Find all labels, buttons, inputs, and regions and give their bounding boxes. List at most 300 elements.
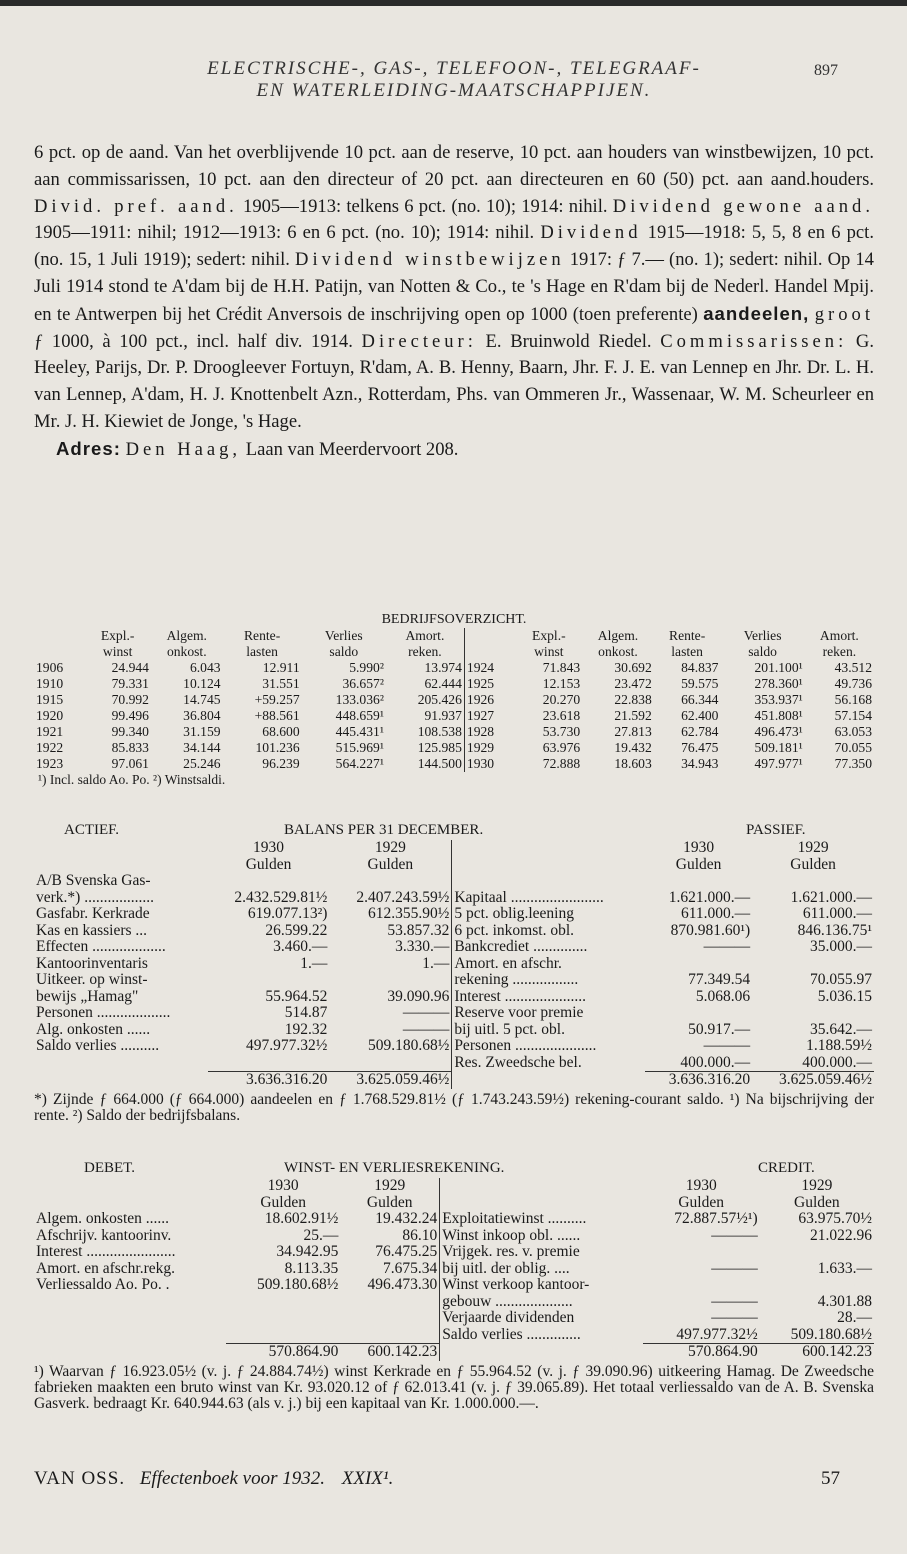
winst-row bbox=[34, 1310, 874, 1327]
balans-amount bbox=[752, 873, 874, 890]
bedrijf-column-header: lasten bbox=[246, 644, 278, 659]
bedrijf-value: 62.444 bbox=[424, 676, 462, 691]
balans-row bbox=[34, 890, 874, 907]
winst-amount: 63.975.70½ bbox=[798, 1210, 872, 1227]
balans-amount: 26.599.22 bbox=[265, 921, 328, 939]
bedrijf-value: 34.943 bbox=[681, 756, 719, 771]
bedrijf-year: 1928 bbox=[464, 724, 515, 740]
winst-row bbox=[34, 1277, 874, 1294]
footer-volume: XXIX¹. bbox=[341, 1468, 394, 1489]
balans-row bbox=[34, 1038, 874, 1055]
balans-row bbox=[34, 972, 874, 989]
footer-page-number: 57 bbox=[821, 1468, 840, 1489]
balans-amount: 1.621.000.— bbox=[668, 888, 751, 906]
div-gew-label: Dividend gewone aand. bbox=[612, 195, 874, 217]
winst-col-header: Gulden bbox=[678, 1193, 724, 1211]
winst-item: Interest ....................... bbox=[36, 1243, 176, 1260]
blank bbox=[34, 1195, 226, 1212]
winst-amount: 1.633.— bbox=[817, 1259, 872, 1277]
bedrijf-column-header: saldo bbox=[329, 644, 359, 659]
bedrijf-year: 1924 bbox=[464, 660, 515, 676]
winst-year-header bbox=[34, 1195, 874, 1212]
winst-item: Winst inkoop obl. ...... bbox=[440, 1228, 643, 1245]
blank bbox=[34, 1072, 208, 1089]
bedrijf-value: 205.426 bbox=[417, 692, 462, 707]
winst-amount bbox=[340, 1327, 439, 1344]
winst-amount bbox=[340, 1310, 439, 1327]
balans-item: 6 pct. inkomst. obl. bbox=[452, 923, 645, 940]
balans-amount: 509.180.68½ bbox=[367, 1037, 450, 1054]
company-text bbox=[34, 140, 874, 464]
bedrijf-value: 57.154 bbox=[834, 708, 872, 723]
balans-amount: 55.964.52 bbox=[265, 987, 328, 1005]
balans-amount: ——— bbox=[703, 938, 751, 955]
balans-row bbox=[34, 1005, 874, 1022]
bedrijf-value: 21.592 bbox=[614, 708, 652, 723]
running-header bbox=[34, 58, 874, 102]
bedrijf-value: 70.992 bbox=[111, 692, 149, 707]
winst-item: bij uitl. der oblig. .... bbox=[440, 1261, 643, 1278]
winst-amount: 7.675.34 bbox=[382, 1259, 438, 1277]
bedrijf-header-blank bbox=[34, 644, 84, 660]
balans-amount: ——— bbox=[402, 1004, 450, 1021]
winst-row bbox=[34, 1211, 874, 1228]
balans-amount: 70.055.97 bbox=[810, 971, 872, 988]
aandeelen-text: ƒ 1000, à 100 pct., incl. half div. 1914. bbox=[34, 330, 353, 352]
header-line-2: EN WATERLEIDING-MAATSCHAPPIJEN. bbox=[256, 80, 652, 101]
winst-amount bbox=[760, 1244, 874, 1261]
winst-amount: 76.475.25 bbox=[375, 1243, 438, 1260]
bedrijf-value: +88.561 bbox=[254, 708, 300, 723]
bedrijf-header-blank bbox=[464, 628, 515, 644]
bedrijf-value: 31.551 bbox=[262, 676, 300, 691]
bedrijf-value: 278.360¹ bbox=[754, 676, 803, 691]
winst-amount bbox=[760, 1277, 874, 1294]
bedrijf-value: 201.100¹ bbox=[754, 660, 803, 675]
winst-item: Amort. en afschr.rekg. bbox=[36, 1259, 176, 1277]
balans-amount bbox=[645, 873, 752, 890]
winst-title: WINST- EN VERLIESREKENING. bbox=[284, 1160, 505, 1176]
winst-total: 570.864.90 bbox=[226, 1344, 340, 1361]
balans-item: Saldo verlies .......... bbox=[36, 1037, 160, 1054]
adres-city: Den Haag, bbox=[125, 438, 242, 460]
balans-item: bewijs „Hamag" bbox=[36, 987, 139, 1005]
balans-row bbox=[34, 923, 874, 940]
balans-table bbox=[34, 840, 874, 1089]
bedrijf-column-header: Expl.- bbox=[100, 628, 135, 643]
balans-item: bij uitl. 5 pct. obl. bbox=[452, 1022, 645, 1039]
bedrijf-value: 36.657² bbox=[342, 676, 384, 691]
bedrijf-value: 144.500 bbox=[417, 756, 462, 771]
balans-amount bbox=[752, 956, 874, 973]
winst-item: Afschrijv. kantoorinv. bbox=[36, 1226, 172, 1244]
balans-amount bbox=[329, 1055, 451, 1072]
bedrijf-value: 34.144 bbox=[183, 740, 221, 755]
balans-item: Gasfabr. Kerkrade bbox=[36, 905, 150, 922]
bedrijf-value: 13.974 bbox=[424, 660, 462, 675]
balans-col-header: Gulden bbox=[675, 855, 722, 873]
blank bbox=[440, 1178, 643, 1195]
bedrijf-value: 71.843 bbox=[542, 660, 581, 675]
balans-amount: 35.642.— bbox=[810, 1020, 872, 1038]
balans-amount: ——— bbox=[703, 1037, 751, 1054]
bedrijf-value: 24.944 bbox=[111, 660, 149, 675]
balans-col-header: Gulden bbox=[367, 855, 414, 873]
bedrijf-value: 70.055 bbox=[834, 740, 872, 755]
directeur-text: E. Bruinwold Riedel. bbox=[485, 330, 652, 352]
balans-amount: 3.460.— bbox=[273, 938, 328, 955]
winst-item: Exploitatiewinst .......... bbox=[440, 1211, 643, 1228]
bedrijf-value: 96.239 bbox=[262, 756, 300, 771]
winst-amount: 18.602.91½ bbox=[264, 1210, 339, 1227]
bedrijf-value: 18.603 bbox=[614, 756, 652, 771]
balans-amount: 192.32 bbox=[284, 1020, 328, 1038]
balans-amount: 497.977.32½ bbox=[246, 1037, 328, 1054]
winst-total: 600.142.23 bbox=[340, 1344, 439, 1361]
winst-amount: ——— bbox=[711, 1226, 758, 1244]
balans-item bbox=[34, 1055, 208, 1072]
balans-amount: 1.621.000.— bbox=[790, 888, 872, 906]
bedrijf-column-header: onkost. bbox=[598, 644, 638, 659]
bedrijf-year: 1925 bbox=[464, 676, 515, 692]
winst-amount bbox=[226, 1294, 340, 1311]
header-line-1: ELECTRISCHE-, GAS-, TELEFOON-, TELEGRAAF- bbox=[207, 58, 701, 79]
balans-col-header: 1930 bbox=[253, 839, 285, 856]
bedrijf-year: 1922 bbox=[36, 740, 64, 755]
bedrijf-row bbox=[34, 724, 874, 740]
balans-amount: 1.— bbox=[300, 954, 328, 972]
balans-item: Personen ..................... bbox=[452, 1038, 645, 1055]
winst-amount bbox=[643, 1244, 760, 1261]
winst-item bbox=[34, 1327, 226, 1344]
bedrijf-value: 509.181¹ bbox=[754, 740, 803, 755]
balans-year-header bbox=[34, 857, 874, 874]
winst-year-header bbox=[34, 1178, 874, 1195]
winst-amount: 25.— bbox=[303, 1226, 339, 1244]
bedrijf-note: ¹) Incl. saldo Ao. Po. ²) Winstsaldi. bbox=[38, 772, 226, 787]
balans-amount: 400.000.— bbox=[802, 1053, 872, 1071]
balans-item: verk.*) .................. bbox=[36, 888, 154, 906]
bedrijf-value: 497.977¹ bbox=[754, 756, 803, 771]
balans-row bbox=[34, 873, 874, 890]
balans-row bbox=[34, 1055, 874, 1072]
balans-amount: 50.917.— bbox=[688, 1020, 751, 1038]
balans-totals bbox=[34, 1072, 874, 1089]
bedrijf-year: 1926 bbox=[464, 692, 515, 708]
bedrijf-value: 445.431¹ bbox=[335, 724, 384, 739]
bedrijf-value: 125.985 bbox=[417, 740, 462, 755]
balans-item: Kas en kassiers ... bbox=[36, 921, 148, 939]
div-label: Dividend bbox=[540, 222, 642, 244]
bedrijf-column-header: Amort. bbox=[819, 628, 859, 643]
blank bbox=[440, 1195, 643, 1212]
bedrijf-value: 59.575 bbox=[681, 676, 719, 691]
winst-amount: 21.022.96 bbox=[810, 1226, 872, 1244]
winst-col-header: Gulden bbox=[366, 1193, 413, 1211]
balans-amount bbox=[645, 1005, 752, 1022]
div-gew-text: 1905—1911: nihil; 1912—1913: 6 en 6 pct. (no. 10); 1914: nihil. bbox=[34, 222, 535, 244]
bedrijf-year: 1927 bbox=[464, 708, 515, 724]
blank bbox=[452, 1072, 645, 1089]
balans bbox=[34, 822, 874, 1124]
bedrijf-year: 1923 bbox=[36, 756, 64, 771]
balans-amount: 5.068.06 bbox=[695, 987, 751, 1005]
bedrijf-value: 36.804 bbox=[183, 708, 221, 723]
balans-col-header: Gulden bbox=[245, 855, 292, 873]
balans-row bbox=[34, 939, 874, 956]
balans-item: Interest ..................... bbox=[452, 989, 645, 1006]
blank bbox=[440, 1344, 643, 1361]
bedrijf-value: 12.911 bbox=[262, 660, 300, 675]
winst-total: 570.864.90 bbox=[643, 1344, 760, 1361]
bedrijf-year: 1921 bbox=[36, 724, 64, 739]
bedrijf-value: 53.730 bbox=[542, 724, 581, 739]
balans-item: Amort. en afschr. bbox=[452, 956, 645, 973]
bedrijf-value: 49.736 bbox=[834, 676, 872, 691]
winst-amount: 86.10 bbox=[402, 1226, 438, 1244]
balans-item: Effecten ................... bbox=[36, 938, 166, 955]
winst-item: Verjaarde dividenden bbox=[440, 1310, 643, 1327]
bedrijf-year: 1915 bbox=[36, 692, 64, 707]
winst-amount bbox=[643, 1277, 760, 1294]
bedrijf-value: 22.838 bbox=[614, 692, 652, 707]
balans-amount: 612.355.90½ bbox=[367, 905, 450, 922]
balans-item: Alg. onkosten ...... bbox=[36, 1020, 151, 1038]
winst-item: Saldo verlies .............. bbox=[440, 1327, 643, 1344]
balans-amount bbox=[208, 1055, 330, 1072]
bedrijf-value: 30.692 bbox=[614, 660, 652, 675]
blank bbox=[34, 840, 208, 857]
div-text: 1915—1918: 5, 5, 8 en 6 pct. (no. 15, 1 Juli 1919); sedert: nihil. bbox=[34, 222, 874, 271]
balans-amount bbox=[329, 972, 451, 989]
balans-amount: 2.432.529.81½ bbox=[234, 888, 328, 906]
balans-row bbox=[34, 906, 874, 923]
bedrijf-value: 97.061 bbox=[111, 756, 149, 771]
winst-amount bbox=[340, 1294, 439, 1311]
bedrijf-value: 76.475 bbox=[681, 740, 719, 755]
balans-actief: ACTIEF. bbox=[64, 822, 120, 838]
bedrijf-row bbox=[34, 740, 874, 756]
footer-title: Effectenboek voor 1932. bbox=[139, 1468, 326, 1489]
bedrijf-value: 91.937 bbox=[424, 708, 462, 723]
balans-passief: PASSIEF. bbox=[746, 822, 806, 838]
winst-col-header: 1930 bbox=[685, 1177, 717, 1194]
blank bbox=[34, 1178, 226, 1195]
winst-totals bbox=[34, 1344, 874, 1361]
bedrijf-value: 448.659¹ bbox=[335, 708, 384, 723]
bedrijf-value: 14.745 bbox=[183, 692, 221, 707]
bedrijf-column-header: winst bbox=[102, 644, 133, 659]
balans-total: 3.636.316.20 bbox=[208, 1072, 330, 1089]
bedrijf-column-header: Amort. bbox=[405, 628, 445, 643]
bedrijf-row bbox=[34, 756, 874, 772]
adres-label: Adres: bbox=[56, 437, 121, 459]
bedrijf-row bbox=[34, 692, 874, 708]
bedrijf-value: 353.937¹ bbox=[754, 692, 803, 707]
winst-row bbox=[34, 1294, 874, 1311]
balans-amount: 3.330.— bbox=[395, 938, 450, 955]
balans-amount bbox=[329, 873, 451, 890]
balans-amount: ——— bbox=[402, 1020, 450, 1038]
winst-amount: 72.887.57½¹) bbox=[674, 1210, 758, 1227]
bedrijf-value: 133.036² bbox=[335, 692, 384, 707]
page-footer bbox=[34, 1468, 874, 1490]
winst-amount: 8.113.35 bbox=[284, 1259, 339, 1277]
winst-col-header: Gulden bbox=[260, 1193, 306, 1211]
winst-item bbox=[34, 1310, 226, 1327]
winst-col-header: 1929 bbox=[801, 1177, 833, 1194]
winst-total: 600.142.23 bbox=[760, 1344, 874, 1361]
bedrijf-value: 564.227¹ bbox=[335, 756, 384, 771]
bedrijf-value: 31.159 bbox=[183, 724, 221, 739]
bedrijf-value: 72.888 bbox=[542, 756, 581, 771]
balans-amount: 53.857.32 bbox=[387, 921, 450, 939]
balans-amount bbox=[208, 873, 330, 890]
balans-row bbox=[34, 989, 874, 1006]
bedrijf-value: 68.600 bbox=[262, 724, 300, 739]
winst-item bbox=[34, 1294, 226, 1311]
bedrijf-column-header: lasten bbox=[671, 644, 703, 659]
winst-amount: ——— bbox=[711, 1309, 758, 1326]
balans-amount bbox=[752, 1005, 874, 1022]
directeur-label: Directeur: bbox=[361, 330, 477, 352]
balans-col-header: 1929 bbox=[374, 839, 406, 856]
bedrijf-value: 79.331 bbox=[111, 676, 149, 691]
bedrijf-value: 496.473¹ bbox=[754, 724, 803, 739]
bedrijf-value: 63.053 bbox=[834, 724, 872, 739]
winst-item: Verliessaldo Ao. Po. . bbox=[36, 1276, 170, 1293]
commissarissen-label: Commissarissen: bbox=[660, 330, 848, 352]
balans-item: Uitkeer. op winst- bbox=[36, 971, 148, 988]
balans-row bbox=[34, 1022, 874, 1039]
balans-amount: 35.000.— bbox=[810, 938, 872, 955]
bedrijf-value: +59.257 bbox=[254, 692, 300, 707]
bedrijf-column-header: Verlies bbox=[324, 628, 363, 643]
bedrijf-value: 25.246 bbox=[183, 756, 221, 771]
bedrijf-column-header: Rente- bbox=[669, 628, 706, 643]
balans-amount: 611.000.— bbox=[802, 905, 872, 922]
balans-item: 5 pct. oblig.leening bbox=[452, 906, 645, 923]
bedrijf-column-header: Verlies bbox=[743, 628, 782, 643]
div-wb-label: Dividend winstbewijzen bbox=[295, 249, 565, 271]
balans-col-header: 1929 bbox=[797, 839, 829, 856]
bedrijf-value: 63.976 bbox=[542, 740, 581, 755]
bedrijf-column-header: Rente- bbox=[243, 628, 281, 643]
balans-amount: 619.077.13²) bbox=[247, 905, 328, 922]
bedrijf-value: 56.168 bbox=[834, 692, 872, 707]
winst-item: gebouw .................... bbox=[440, 1294, 643, 1311]
bedrijf-value: 5.990² bbox=[349, 660, 384, 675]
bedrijf-year: 1906 bbox=[36, 660, 64, 675]
winst-table bbox=[34, 1178, 874, 1361]
balans-item: A/B Svenska Gas- bbox=[36, 872, 151, 889]
bedrijf-value: 27.813 bbox=[614, 724, 652, 739]
bedrijf-value: 515.969¹ bbox=[335, 740, 384, 755]
balans-amount: 39.090.96 bbox=[387, 987, 450, 1005]
winst-amount: 497.977.32½ bbox=[676, 1325, 758, 1343]
bedrijf-value: 101.236 bbox=[255, 740, 300, 755]
balans-amount: 400.000.— bbox=[680, 1053, 751, 1071]
balans-amount: 77.349.54 bbox=[688, 971, 751, 988]
balans-col-header: 1930 bbox=[683, 839, 715, 856]
groot-label: groot bbox=[814, 303, 874, 325]
balans-item: Kantoorinventaris bbox=[36, 954, 148, 972]
balans-row bbox=[34, 956, 874, 973]
bedrijf-value: 10.124 bbox=[183, 676, 221, 691]
bedrijf-title: BEDRIJFSOVERZICHT. bbox=[381, 612, 527, 627]
bedrijf-value: 19.432 bbox=[614, 740, 652, 755]
balans-item: Personen ................... bbox=[36, 1004, 171, 1021]
bedrijf-column-header: reken. bbox=[822, 644, 857, 659]
balans-item: Res. Zweedsche bel. bbox=[452, 1055, 645, 1072]
balans-item: Reserve voor premie bbox=[452, 1005, 645, 1022]
winst-amount: 496.473.30 bbox=[367, 1276, 438, 1293]
commissarissen-text: G. Heeley, Parijs, Dr. P. Droogleever Fortuyn, R'dam, A. B. Henny, Baarn, Jhr. F. J. E. van Lennep en Jhr. Dr. L. H. van Lennep, A'dam, H. J. Knottenbelt Azn., Rotterdam, Phs. van Ommeren Jr., Wassenaar, W. M. Scheurleer en Mr. J. H. Kiewiet de Jonge, 's Hage. bbox=[34, 330, 874, 432]
winst-amount: 509.180.68½ bbox=[790, 1325, 872, 1343]
bedrijf-value: 85.833 bbox=[111, 740, 149, 755]
statutes-text: 6 pct. op de aand. Van het overblijvende 10 pct. aan de reserve, 10 pct. aan houders van winstbewijzen, 10 pct. aan commissarissen, 10 pct. aan den directeur of 20 pct. aan directeuren en 60 (50) pct. aan aand.houders. bbox=[34, 142, 874, 190]
bedrijf-column-header: saldo bbox=[748, 644, 777, 659]
bedrijf-column-header: Algem. bbox=[166, 628, 207, 643]
bedrijf-value: 62.784 bbox=[681, 724, 719, 739]
div-pref-label: Divid. pref. aand. bbox=[34, 195, 238, 217]
bedrijf-row bbox=[34, 708, 874, 724]
winst-item: Vrijgek. res. v. premie bbox=[440, 1244, 643, 1261]
winst-amount: 19.432.24 bbox=[375, 1210, 438, 1227]
winst-credit: CREDIT. bbox=[758, 1160, 815, 1176]
winst-amount bbox=[226, 1310, 340, 1327]
balans-year-header bbox=[34, 840, 874, 857]
winst-item: Algem. onkosten ...... bbox=[36, 1210, 170, 1227]
bedrijf-column-header: winst bbox=[534, 644, 564, 659]
bedrijf-year: 1929 bbox=[464, 740, 515, 756]
bedrijf-value: 62.400 bbox=[681, 708, 719, 723]
blank bbox=[452, 857, 645, 874]
bedrijf-column-header: Algem. bbox=[597, 628, 639, 643]
winst-amount: ——— bbox=[711, 1292, 758, 1310]
winst-item: Winst verkoop kantoor- bbox=[440, 1277, 643, 1294]
winst-amount bbox=[226, 1327, 340, 1344]
bedrijf-year: 1920 bbox=[36, 708, 64, 723]
winst-verlies bbox=[34, 1160, 874, 1412]
blank bbox=[34, 857, 208, 874]
bedrijf-column-header: onkost. bbox=[166, 644, 207, 659]
bedrijf-table bbox=[34, 628, 874, 772]
bedrijf-value: 12.153 bbox=[542, 676, 581, 691]
bedrijf-value: 108.538 bbox=[417, 724, 462, 739]
winst-amount: 509.180.68½ bbox=[256, 1276, 339, 1293]
balans-amount bbox=[208, 972, 330, 989]
winst-amount: 28.— bbox=[837, 1309, 872, 1326]
balans-amount: 870.981.60¹) bbox=[670, 921, 751, 939]
balans-item: rekening ................. bbox=[452, 972, 645, 989]
bedrijf-header-blank bbox=[464, 644, 515, 660]
balans-total: 3.625.059.46½ bbox=[752, 1072, 874, 1089]
bedrijf-value: 84.837 bbox=[681, 660, 719, 675]
balans-amount: 846.136.75¹ bbox=[797, 921, 872, 939]
bedrijf-column-header: Expl.- bbox=[532, 628, 566, 643]
winst-debet: DEBET. bbox=[84, 1160, 135, 1176]
winst-amount: 34.942.95 bbox=[276, 1243, 339, 1260]
blank bbox=[452, 840, 645, 857]
balans-amount: 5.036.15 bbox=[817, 987, 872, 1005]
balans-amount: 2.407.243.59½ bbox=[356, 888, 450, 906]
bedrijf-row bbox=[34, 660, 874, 676]
bedrijf-year: 1930 bbox=[464, 756, 515, 772]
blank bbox=[34, 1344, 226, 1361]
div-wb-text: 1917: ƒ 7.— (no. 1); sedert: nihil. Op 14 Juli 1914 stond te A'dam bij de H.H. Patijn, van Notten & Co., te 's Hage en R'dam bij de Nederl. Handel Mpij. en te Antwerpen bij het Crédit Anversois de inschrijving open op 1000 (toen preferente) bbox=[34, 249, 874, 325]
bedrijf-value: 66.344 bbox=[681, 692, 719, 707]
